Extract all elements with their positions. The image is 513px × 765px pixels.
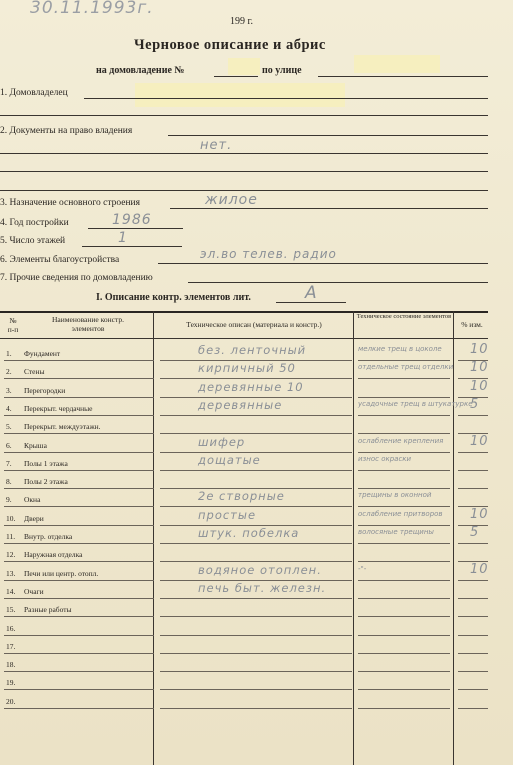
row-number: 9. bbox=[6, 495, 12, 504]
row-rule bbox=[160, 635, 352, 636]
field-documents-value: нет. bbox=[200, 138, 233, 153]
row-percent: 10 bbox=[470, 360, 489, 375]
row-rule bbox=[458, 543, 488, 544]
row-number: 1. bbox=[6, 349, 12, 358]
field-purpose-value: жилое bbox=[205, 192, 258, 208]
row-rule bbox=[458, 616, 488, 617]
row-rule bbox=[358, 543, 450, 544]
row-rule bbox=[4, 635, 154, 636]
row-rule bbox=[4, 671, 154, 672]
row-percent: 5 bbox=[470, 397, 480, 412]
col-header-name: Наименование констр. элементов bbox=[52, 315, 124, 333]
row-element-name: Перекрыт. междуэтажн. bbox=[24, 422, 101, 431]
subtitle-house: на домовладение № bbox=[96, 65, 185, 76]
row-number: 10. bbox=[6, 514, 16, 523]
row-rule bbox=[358, 433, 450, 434]
row-number: 20. bbox=[6, 697, 16, 706]
row-rule bbox=[458, 415, 488, 416]
row-rule bbox=[358, 598, 450, 599]
row-description: печь быт. железн. bbox=[198, 581, 327, 595]
row-number: 3. bbox=[6, 386, 12, 395]
col-header-desc: Техническое описан (материала и констр.) bbox=[186, 320, 322, 329]
row-description: дощатые bbox=[198, 453, 261, 467]
row-rule bbox=[160, 415, 352, 416]
row-rule bbox=[358, 671, 450, 672]
row-rule bbox=[458, 635, 488, 636]
row-description: 2е створные bbox=[198, 489, 285, 503]
row-rule bbox=[4, 378, 154, 379]
row-rule bbox=[358, 397, 450, 398]
field-year-value: 1986 bbox=[112, 212, 152, 228]
row-rule bbox=[4, 616, 154, 617]
row-condition: волосяные трещины bbox=[358, 528, 434, 536]
row-rule bbox=[160, 543, 352, 544]
row-number: 11. bbox=[6, 532, 16, 541]
field-amenities-value: эл.во телев. радио bbox=[200, 247, 337, 261]
redacted-street bbox=[354, 55, 440, 73]
row-number: 7. bbox=[6, 459, 12, 468]
row-element-name: Окна bbox=[24, 495, 41, 504]
row-description: кирпичный 50 bbox=[198, 361, 296, 375]
row-element-name: Крыша bbox=[24, 441, 47, 450]
row-percent: 10 bbox=[470, 507, 489, 522]
field-year-label: 4. Год постройки bbox=[0, 218, 69, 228]
row-number: 8. bbox=[6, 477, 12, 486]
row-condition: ослабление притворов bbox=[358, 510, 443, 518]
row-rule bbox=[4, 525, 154, 526]
row-rule bbox=[160, 689, 352, 690]
row-description: деревянные bbox=[198, 398, 283, 412]
row-condition: износ окраски bbox=[358, 455, 412, 463]
row-number: 17. bbox=[6, 642, 16, 651]
row-element-name: Перекрыт. чердачные bbox=[24, 404, 93, 413]
row-number: 13. bbox=[6, 569, 16, 578]
row-element-name: Наружная отделка bbox=[24, 550, 83, 559]
row-condition: трещины в оконной bbox=[358, 491, 432, 499]
row-rule bbox=[358, 580, 450, 581]
row-element-name: Полы 2 этажа bbox=[24, 477, 68, 486]
row-condition: отдельные трещ отделки bbox=[358, 363, 454, 371]
row-element-name: Разные работы bbox=[24, 605, 72, 614]
row-rule bbox=[4, 598, 154, 599]
row-description: водяное отоплен. bbox=[198, 563, 322, 577]
row-rule bbox=[458, 580, 488, 581]
row-rule bbox=[4, 433, 154, 434]
row-element-name: Двери bbox=[24, 514, 44, 523]
row-rule bbox=[358, 506, 450, 507]
row-element-name: Внутр. отделка bbox=[24, 532, 73, 541]
row-number: 16. bbox=[6, 624, 16, 633]
row-rule bbox=[458, 708, 488, 709]
row-rule bbox=[358, 415, 450, 416]
row-rule bbox=[4, 543, 154, 544]
row-percent: 10 bbox=[470, 434, 489, 449]
row-rule bbox=[4, 488, 154, 489]
field-owner-label: 1. Домовладелец bbox=[0, 88, 68, 98]
row-rule bbox=[358, 378, 450, 379]
row-rule bbox=[358, 689, 450, 690]
row-rule bbox=[160, 561, 352, 562]
section-title: I. Описание контр. элементов лит. bbox=[96, 292, 251, 303]
row-condition: -"- bbox=[358, 565, 367, 573]
row-condition: усадочные трещ в штукатурке bbox=[358, 400, 473, 408]
row-description: шифер bbox=[198, 435, 246, 449]
row-description: штук. побелка bbox=[198, 526, 300, 540]
row-percent: 10 bbox=[470, 379, 489, 394]
row-rule bbox=[160, 708, 352, 709]
row-rule bbox=[358, 616, 450, 617]
row-description: простые bbox=[198, 508, 257, 522]
row-number: 2. bbox=[6, 367, 12, 376]
row-rule bbox=[358, 708, 450, 709]
row-rule bbox=[160, 506, 352, 507]
row-rule bbox=[358, 470, 450, 471]
row-rule bbox=[358, 653, 450, 654]
row-rule bbox=[4, 470, 154, 471]
row-description: деревянные 10 bbox=[198, 380, 304, 394]
row-rule bbox=[458, 653, 488, 654]
field-amenities-label: 6. Элементы благоустройства bbox=[0, 255, 120, 265]
row-rule bbox=[358, 561, 450, 562]
row-number: 14. bbox=[6, 587, 16, 596]
field-purpose-label: 3. Назначение основного строения bbox=[0, 198, 140, 208]
row-rule bbox=[160, 653, 352, 654]
redacted-owner bbox=[135, 83, 345, 107]
row-percent: 10 bbox=[470, 342, 489, 357]
field-floors-value: 1 bbox=[118, 230, 128, 246]
row-percent: 5 bbox=[470, 525, 480, 540]
row-number: 15. bbox=[6, 605, 16, 614]
stamp-date: 30.11.1993г. bbox=[30, 0, 154, 18]
row-number: 6. bbox=[6, 441, 12, 450]
row-number: 18. bbox=[6, 660, 16, 669]
row-rule bbox=[458, 452, 488, 453]
row-number: 19. bbox=[6, 678, 16, 687]
row-rule bbox=[458, 598, 488, 599]
col-header-state: Техническое состояние элементов bbox=[356, 313, 452, 320]
row-rule bbox=[4, 415, 154, 416]
row-rule bbox=[4, 561, 154, 562]
field-documents-label: 2. Документы на право владения bbox=[0, 126, 133, 136]
row-rule bbox=[4, 580, 154, 581]
row-element-name: Стены bbox=[24, 367, 45, 376]
row-rule bbox=[160, 616, 352, 617]
row-condition: мелкие трещ в цоколе bbox=[358, 345, 442, 353]
col-header-num: № п-п bbox=[7, 316, 19, 334]
redacted-number bbox=[228, 58, 260, 75]
row-rule bbox=[160, 470, 352, 471]
row-element-name: Очаги bbox=[24, 587, 44, 596]
section-letter: А bbox=[305, 283, 318, 303]
row-rule bbox=[4, 360, 154, 361]
row-rule bbox=[4, 452, 154, 453]
row-element-name: Полы 1 этажа bbox=[24, 459, 68, 468]
row-rule bbox=[160, 598, 352, 599]
row-element-name: Печи или центр. отопл. bbox=[24, 569, 99, 578]
row-rule bbox=[358, 488, 450, 489]
year-line: 199 г. bbox=[230, 16, 253, 27]
col-header-pct: % изм. bbox=[461, 320, 483, 329]
row-rule bbox=[358, 452, 450, 453]
subtitle-street: по улице bbox=[262, 65, 302, 76]
row-description: без. ленточный bbox=[198, 343, 307, 357]
row-rule bbox=[358, 360, 450, 361]
row-rule bbox=[160, 671, 352, 672]
row-element-name: Перегородки bbox=[24, 386, 66, 395]
row-number: 5. bbox=[6, 422, 12, 431]
row-rule bbox=[4, 397, 154, 398]
row-element-name: Фундамент bbox=[24, 349, 61, 358]
row-rule bbox=[4, 708, 154, 709]
row-rule bbox=[358, 635, 450, 636]
row-rule bbox=[160, 433, 352, 434]
row-percent: 10 bbox=[470, 562, 489, 577]
row-number: 4. bbox=[6, 404, 12, 413]
row-rule bbox=[4, 653, 154, 654]
row-rule bbox=[4, 506, 154, 507]
row-rule bbox=[458, 689, 488, 690]
page-title: Черновое описание и абрис bbox=[134, 37, 326, 53]
field-other-label: 7. Прочие сведения по домовладению bbox=[0, 273, 153, 283]
row-rule bbox=[358, 525, 450, 526]
row-rule bbox=[458, 671, 488, 672]
row-rule bbox=[4, 689, 154, 690]
row-condition: ослабление крепления bbox=[358, 437, 444, 445]
row-rule bbox=[458, 470, 488, 471]
row-number: 12. bbox=[6, 550, 16, 559]
row-rule bbox=[458, 488, 488, 489]
row-rule bbox=[160, 378, 352, 379]
field-floors-label: 5. Число этажей bbox=[0, 236, 66, 246]
